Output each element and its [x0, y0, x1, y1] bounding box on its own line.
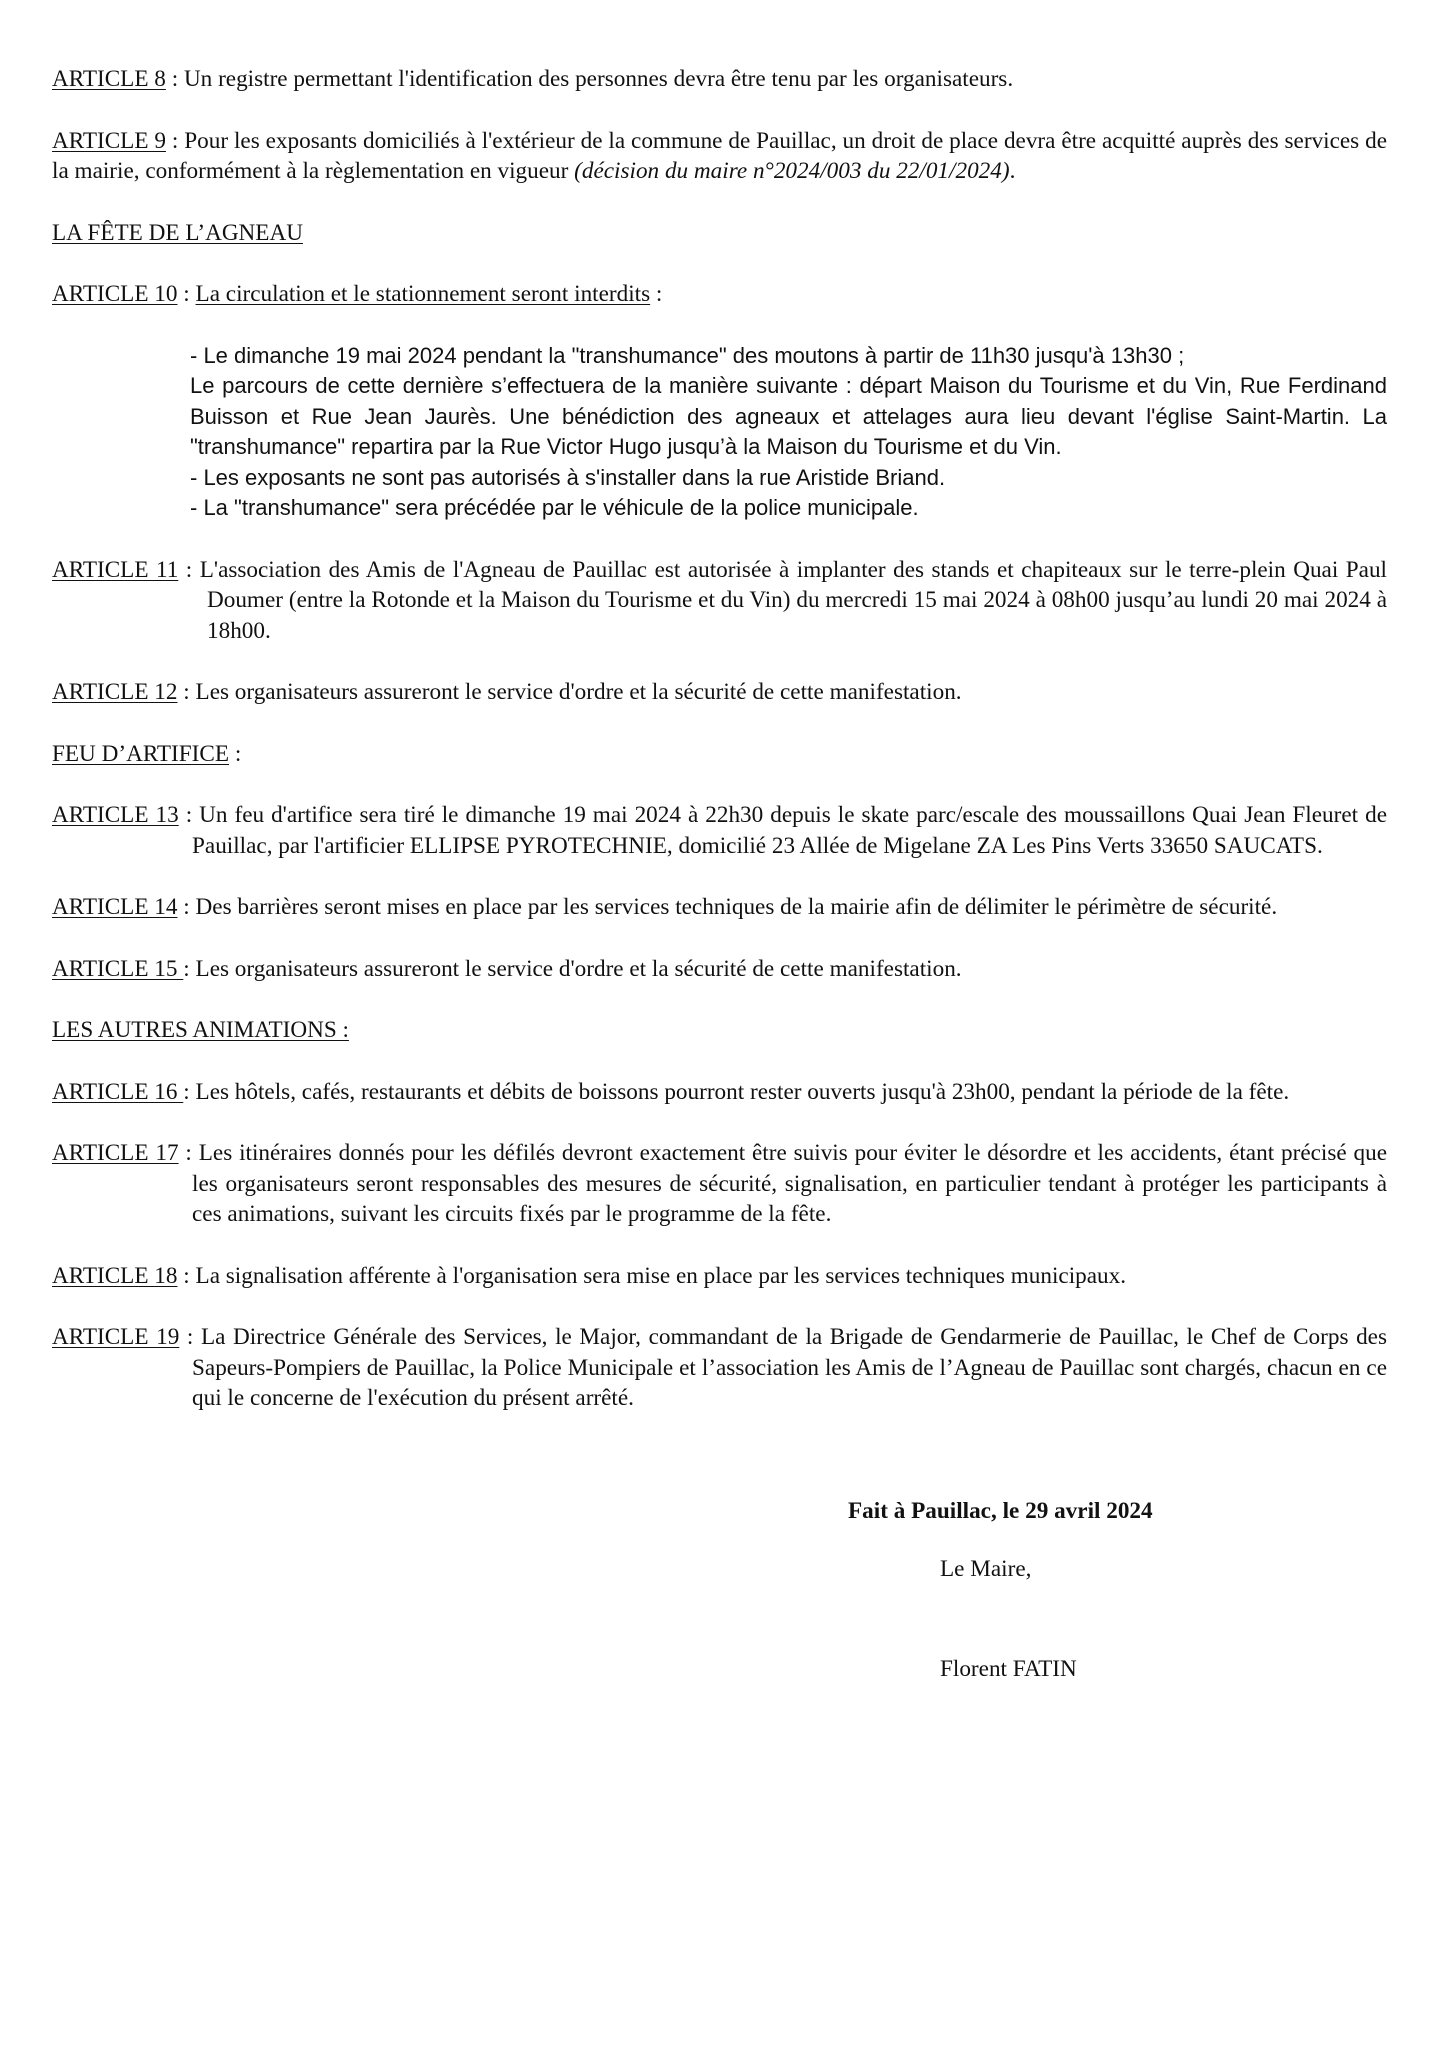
- article-12-text: Les organisateurs assureront le service d'ordre et la sécurité de cette manifestation.: [195, 679, 962, 705]
- article-9: [52, 126, 1387, 187]
- article-14-sep: :: [177, 894, 196, 920]
- article-14-label: ARTICLE 14: [52, 894, 178, 920]
- article-11-sep: :: [178, 556, 200, 583]
- article-12-label: ARTICLE 12: [52, 679, 178, 705]
- article-8: [52, 64, 1387, 95]
- section-heading-agneau: [52, 218, 1387, 249]
- article-10-item: - Les exposants ne sont pas autorisés à s'installer dans la rue Aristide Briand.: [190, 464, 946, 490]
- article-10-end: :: [650, 281, 663, 307]
- article-10-list: [52, 341, 1387, 524]
- article-8-label: ARTICLE 8: [52, 66, 166, 92]
- article-8-sep: :: [165, 66, 184, 92]
- article-15-text: Les organisateurs assureront le service d'ordre et la sécurité de cette manifestation.: [195, 955, 962, 982]
- article-12: [52, 677, 1387, 708]
- article-9-end: .: [1009, 158, 1016, 184]
- article-13-text: Un feu d'artifice sera tiré le dimanche 19 mai 2024 à 22h30 depuis le skate parc/escale des moussaillons Quai Jean Fleuret de Pauillac, par l'artificier ELLIPSE PYROTECHNIE, domicilié 23 Allée de Migelane ZA Les Pins Verts 33650 SAUCATS.: [192, 802, 1387, 859]
- article-19-text: La Directrice Générale des Services, le Major, commandant de la Brigade de Gendarmerie de Pauillac, le Chef de Corps des Sapeurs-Pompiers de Pauillac, la Police Municipale et l’association les Amis de l’Agneau de Pauillac sont chargés, chacun en ce qui le concerne de l'exécution du présent arrêté.: [192, 1324, 1387, 1411]
- article-11-text: L'association des Amis de l'Agneau de Pauillac est autorisée à implanter des stands et chapiteaux sur le terre-plein Quai Paul Doumer (entre la Rotonde et la Maison du Tourisme et du Vin) du mercredi 15 mai 2024 à 08h00 jusqu’au lundi 20 mai 2024 à 18h00.: [199, 556, 1387, 644]
- article-10-item: Le parcours de cette dernière s’effectuera de la manière suivante : départ Maison du Tourisme et du Vin, Rue Ferdinand Buisson et Rue Jean Jaurès. Une bénédiction des agneaux et attelages aura lieu devant l'église Saint-Martin. La "transhumance" repartira par la Rue Victor Hugo jusqu’à la Maison du Tourisme et du Vin.: [190, 373, 1387, 459]
- signature-block: [52, 1496, 1387, 1685]
- article-16: [52, 1077, 1387, 1108]
- article-10-item: - Le dimanche 19 mai 2024 pendant la "transhumance" des moutons à partir de 11h30 jusqu'à 13h30 ;: [190, 342, 1185, 368]
- article-16-label: ARTICLE 16: [52, 1078, 184, 1105]
- article-18-label: ARTICLE 18: [52, 1262, 178, 1289]
- article-8-text: Un registre permettant l'identification des personnes devra être tenu par les organisateurs.: [183, 66, 1014, 92]
- article-10-label: ARTICLE 10: [52, 281, 178, 307]
- article-19-sep: :: [179, 1324, 201, 1350]
- article-19: [52, 1322, 1387, 1414]
- article-13-sep: :: [178, 802, 200, 828]
- section-title-feu-end: :: [229, 740, 242, 767]
- signature-place-date: Fait à Pauillac, le 29 avril 2024: [848, 1497, 1153, 1524]
- article-15-label: ARTICLE 15: [52, 955, 184, 982]
- section-title-agneau: LA FÊTE DE L’AGNEAU: [52, 219, 303, 246]
- article-12-sep: :: [177, 679, 196, 705]
- article-10-item: - La "transhumance" sera précédée par le véhicule de la police municipale.: [190, 495, 919, 520]
- article-18: [52, 1261, 1387, 1292]
- article-13-label: ARTICLE 13: [52, 802, 179, 828]
- article-14-text: Des barrières seront mises en place par les services techniques de la mairie afin de délimiter le périmètre de sécurité.: [195, 894, 1278, 920]
- section-title-autres: LES AUTRES ANIMATIONS :: [52, 1017, 349, 1043]
- article-9-label: ARTICLE 9: [52, 127, 166, 154]
- document-page: [52, 64, 1387, 1684]
- section-heading-autres: [52, 1015, 1387, 1046]
- signature-name: Florent FATIN: [940, 1655, 1077, 1682]
- article-15-sep: :: [183, 955, 196, 982]
- article-17: [52, 1138, 1387, 1230]
- article-10-title: La circulation et le stationnement seront interdits: [195, 281, 651, 307]
- article-15: [52, 954, 1387, 985]
- section-title-feu: FEU D’ARTIFICE: [52, 740, 230, 767]
- article-9-reference: (décision du maire n°2024/003 du 22/01/2024): [574, 158, 1010, 184]
- article-11-label: ARTICLE 11: [52, 556, 179, 583]
- article-10-sep: :: [177, 281, 196, 307]
- article-19-label: ARTICLE 19: [52, 1324, 180, 1350]
- article-9-sep: :: [166, 127, 185, 154]
- article-14: [52, 892, 1387, 923]
- article-16-sep: :: [183, 1078, 196, 1105]
- article-13: [52, 800, 1387, 861]
- article-16-text: Les hôtels, cafés, restaurants et débits de boissons pourront rester ouverts jusqu'à 23h00, pendant la période de la fête.: [195, 1078, 1290, 1105]
- article-17-label: ARTICLE 17: [52, 1140, 179, 1166]
- article-18-sep: :: [177, 1262, 196, 1289]
- article-9-text: Pour les exposants domiciliés à l'extérieur de la commune de Pauillac, un droit de place devra être acquitté auprès des services de la mairie, conformément à la règlementation en vigueur: [52, 127, 1387, 184]
- article-11: [52, 555, 1387, 647]
- article-17-sep: :: [178, 1140, 199, 1166]
- section-heading-feu: [52, 739, 1387, 770]
- signature-role: Le Maire,: [940, 1556, 1032, 1582]
- article-18-text: La signalisation afférente à l'organisation sera mise en place par les services techniques municipaux.: [195, 1262, 1127, 1289]
- article-17-text: Les itinéraires donnés pour les défilés devront exactement être suivis pour éviter le désordre et les accidents, étant précisé que les organisateurs seront responsables des mesures de sécurité, signalisation, en particulier tendant à protéger les participants à ces animations, suivant les circuits fixés par le programme de la fête.: [192, 1140, 1388, 1227]
- article-10: [52, 279, 1387, 310]
